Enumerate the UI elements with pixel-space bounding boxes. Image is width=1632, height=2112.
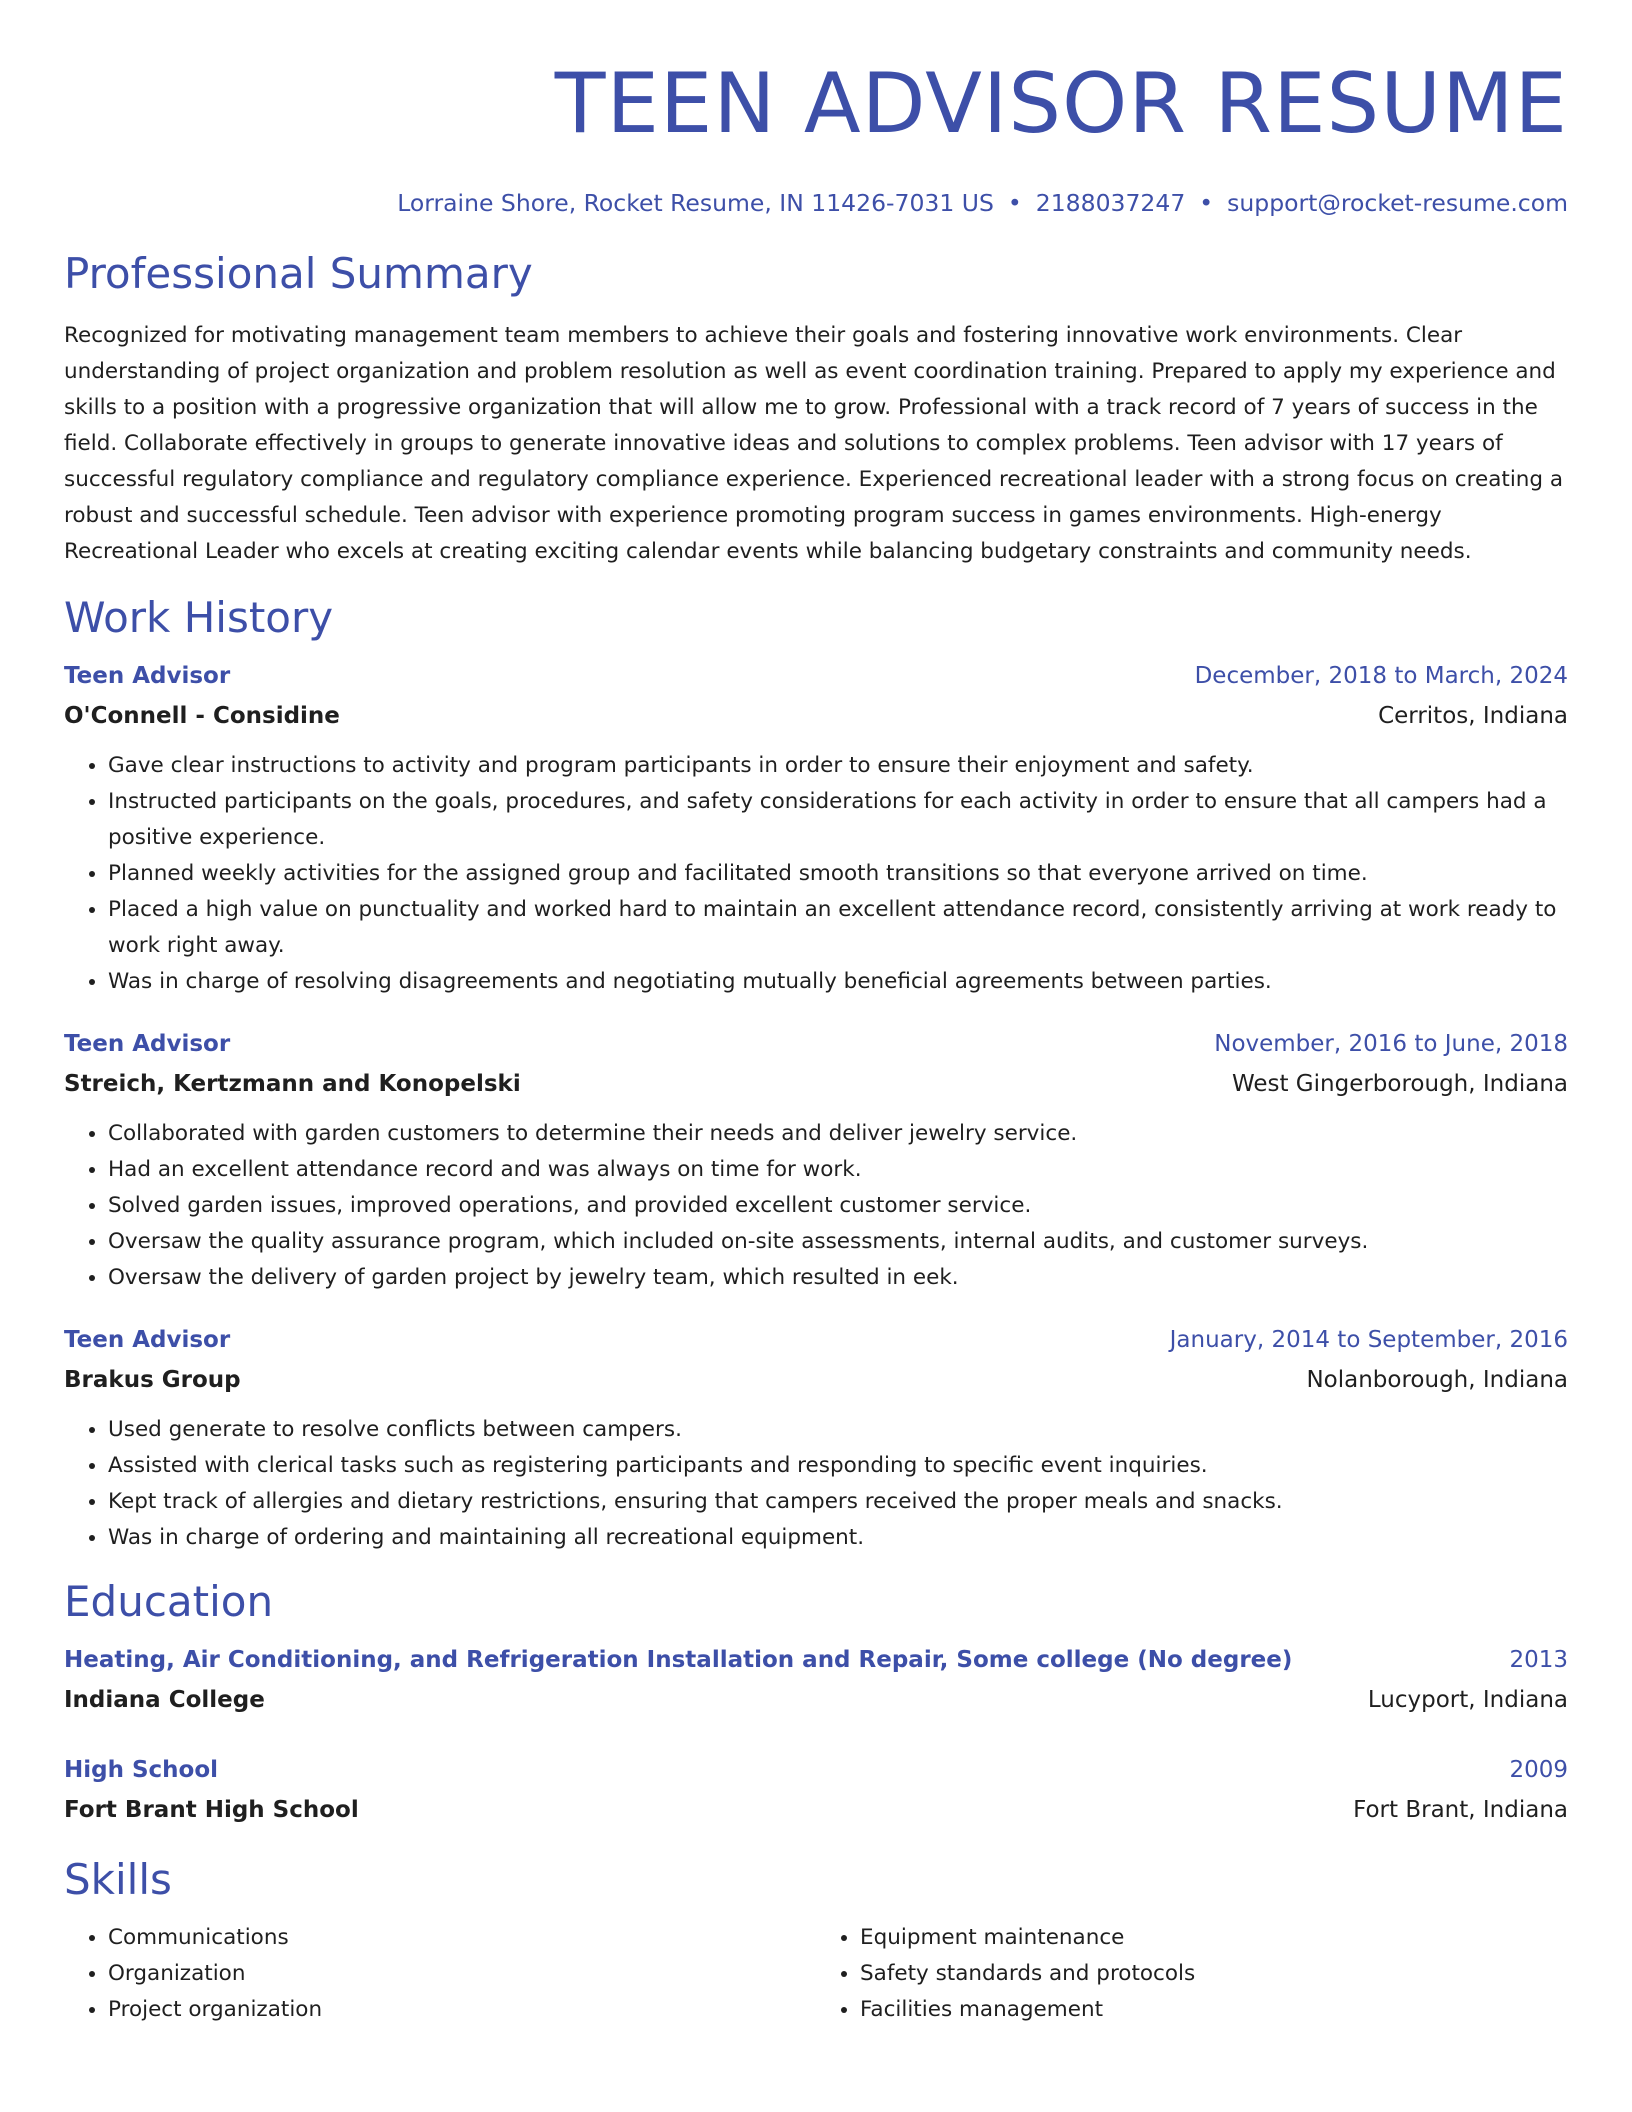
skills-heading: Skills — [64, 1855, 172, 1904]
education-degree: High School — [64, 1757, 219, 1783]
resume-title: TEEN ADVISOR RESUME — [554, 55, 1568, 152]
education-school-row — [64, 1680, 1568, 1720]
skill-item: • Equipment maintenance — [860, 1920, 1568, 1956]
skill-item: • Facilities management — [860, 1992, 1568, 2028]
contact-separator: • — [1199, 189, 1214, 217]
duty-item: • Placed a high value on punctuality and worked hard to maintain an excellent attendance record, consistently arriving at work ready to work right away. — [108, 892, 1568, 964]
education-header-row — [64, 1750, 1568, 1790]
summary-heading: Professional Summary — [64, 249, 533, 298]
contact-address: Lorraine Shore, Rocket Resume, IN 11426-7031 US — [397, 189, 994, 217]
duty-item: • Solved garden issues, improved operations, and provided excellent customer service. — [108, 1188, 1568, 1224]
skills-left-list — [64, 1920, 816, 2028]
education-heading: Education — [64, 1577, 274, 1626]
job-title: Teen Advisor — [64, 663, 231, 689]
education-entry — [64, 1640, 1568, 1720]
job-location: Nolanborough, Indiana — [1306, 1367, 1568, 1393]
job-duties — [64, 1412, 1568, 1556]
education-location: Fort Brant, Indiana — [1353, 1797, 1568, 1823]
skill-item: • Safety standards and protocols — [860, 1956, 1568, 1992]
job-title: Teen Advisor — [64, 1327, 231, 1353]
job-entry — [64, 1320, 1568, 1556]
job-dates: November, 2016 to June, 2018 — [1214, 1031, 1568, 1057]
summary-text: Recognized for motivating management team members to achieve their goals and fostering innovative work environments. Clear understanding of project organization and problem resolution as well as event coordination training. Prepared to apply my experience and skills to a position with a progressive organization that will allow me to grow. Professional with a track record of 7 years of success in the field. Collaborate effectively in groups to generate innovative ideas and solutions to complex problems. Teen advisor with 17 years of successful regulatory compliance and regulatory compliance experience. Experienced recreational leader with a strong focus on creating a robust and successful schedule. Teen advisor with experience promoting program success in games environments. High-energy Recreational Leader who excels at creating exciting calendar events while balancing budgetary constraints and community needs. — [64, 323, 1564, 564]
job-company: Streich, Kertzmann and Konopelski — [64, 1071, 521, 1097]
job-entry — [64, 656, 1568, 1000]
duty-item: • Assisted with clerical tasks such as registering participants and responding to specific event inquiries. — [108, 1448, 1568, 1484]
duty-item: • Instructed participants on the goals, procedures, and safety considerations for each activity in order to ensure that all campers had a positive experience. — [108, 784, 1568, 856]
education-entry — [64, 1750, 1568, 1830]
job-duties — [64, 748, 1568, 1000]
job-header-row — [64, 656, 1568, 696]
job-header-row — [64, 1024, 1568, 1064]
skills-section — [64, 1854, 1568, 2028]
contact-line — [64, 188, 1568, 218]
job-entry — [64, 1024, 1568, 1296]
summary-section — [64, 248, 1568, 570]
education-year: 2013 — [1509, 1647, 1568, 1673]
skills-columns — [64, 1920, 1568, 2028]
duty-item: • Had an excellent attendance record and was always on time for work. — [108, 1152, 1568, 1188]
job-company: O'Connell - Considine — [64, 703, 340, 729]
contact-email: support@rocket-resume.com — [1227, 189, 1568, 217]
education-header-row — [64, 1640, 1568, 1680]
skills-right-list — [816, 1920, 1568, 2028]
education-location: Lucyport, Indiana — [1367, 1687, 1568, 1713]
education-school: Fort Brant High School — [64, 1797, 359, 1823]
skill-item: • Project organization — [108, 1992, 816, 2028]
education-degree: Heating, Air Conditioning, and Refrigeration Installation and Repair, Some college (No degree) — [64, 1647, 1293, 1673]
contact-separator: • — [1007, 189, 1022, 217]
duty-item: • Kept track of allergies and dietary restrictions, ensuring that campers received the proper meals and snacks. — [108, 1484, 1568, 1520]
job-duties — [64, 1116, 1568, 1296]
work-history-heading: Work History — [64, 593, 334, 642]
skill-item: • Communications — [108, 1920, 816, 1956]
education-section — [64, 1576, 1568, 1830]
job-location: Cerritos, Indiana — [1378, 703, 1568, 729]
duty-item: • Planned weekly activities for the assigned group and facilitated smooth transitions so that everyone arrived on time. — [108, 856, 1568, 892]
education-year: 2009 — [1509, 1757, 1568, 1783]
education-school: Indiana College — [64, 1687, 265, 1713]
job-location: West Gingerborough, Indiana — [1231, 1071, 1568, 1097]
contact-phone: 2188037247 — [1035, 189, 1186, 217]
duty-item: • Oversaw the quality assurance program, which included on-site assessments, internal audits, and customer surveys. — [108, 1224, 1568, 1260]
job-company-row — [64, 1064, 1568, 1104]
job-dates: December, 2018 to March, 2024 — [1194, 663, 1568, 689]
duty-item: • Gave clear instructions to activity and program participants in order to ensure their enjoyment and safety. — [108, 748, 1568, 784]
skill-item: • Organization — [108, 1956, 816, 1992]
job-company-row — [64, 1360, 1568, 1400]
job-title: Teen Advisor — [64, 1031, 231, 1057]
job-company-row — [64, 696, 1568, 736]
job-dates: January, 2014 to September, 2016 — [1169, 1327, 1568, 1353]
work-history-section — [64, 592, 1568, 1556]
job-header-row — [64, 1320, 1568, 1360]
duty-item: • Was in charge of resolving disagreements and negotiating mutually beneficial agreements between parties. — [108, 964, 1568, 1000]
duty-item: • Oversaw the delivery of garden project by jewelry team, which resulted in eek. — [108, 1260, 1568, 1296]
duty-item: • Used generate to resolve conflicts between campers. — [108, 1412, 1568, 1448]
duty-item: • Was in charge of ordering and maintaining all recreational equipment. — [108, 1520, 1568, 1556]
resume-page — [64, 0, 1568, 2028]
education-school-row — [64, 1790, 1568, 1830]
duty-item: • Collaborated with garden customers to determine their needs and deliver jewelry service. — [108, 1116, 1568, 1152]
job-company: Brakus Group — [64, 1367, 241, 1393]
